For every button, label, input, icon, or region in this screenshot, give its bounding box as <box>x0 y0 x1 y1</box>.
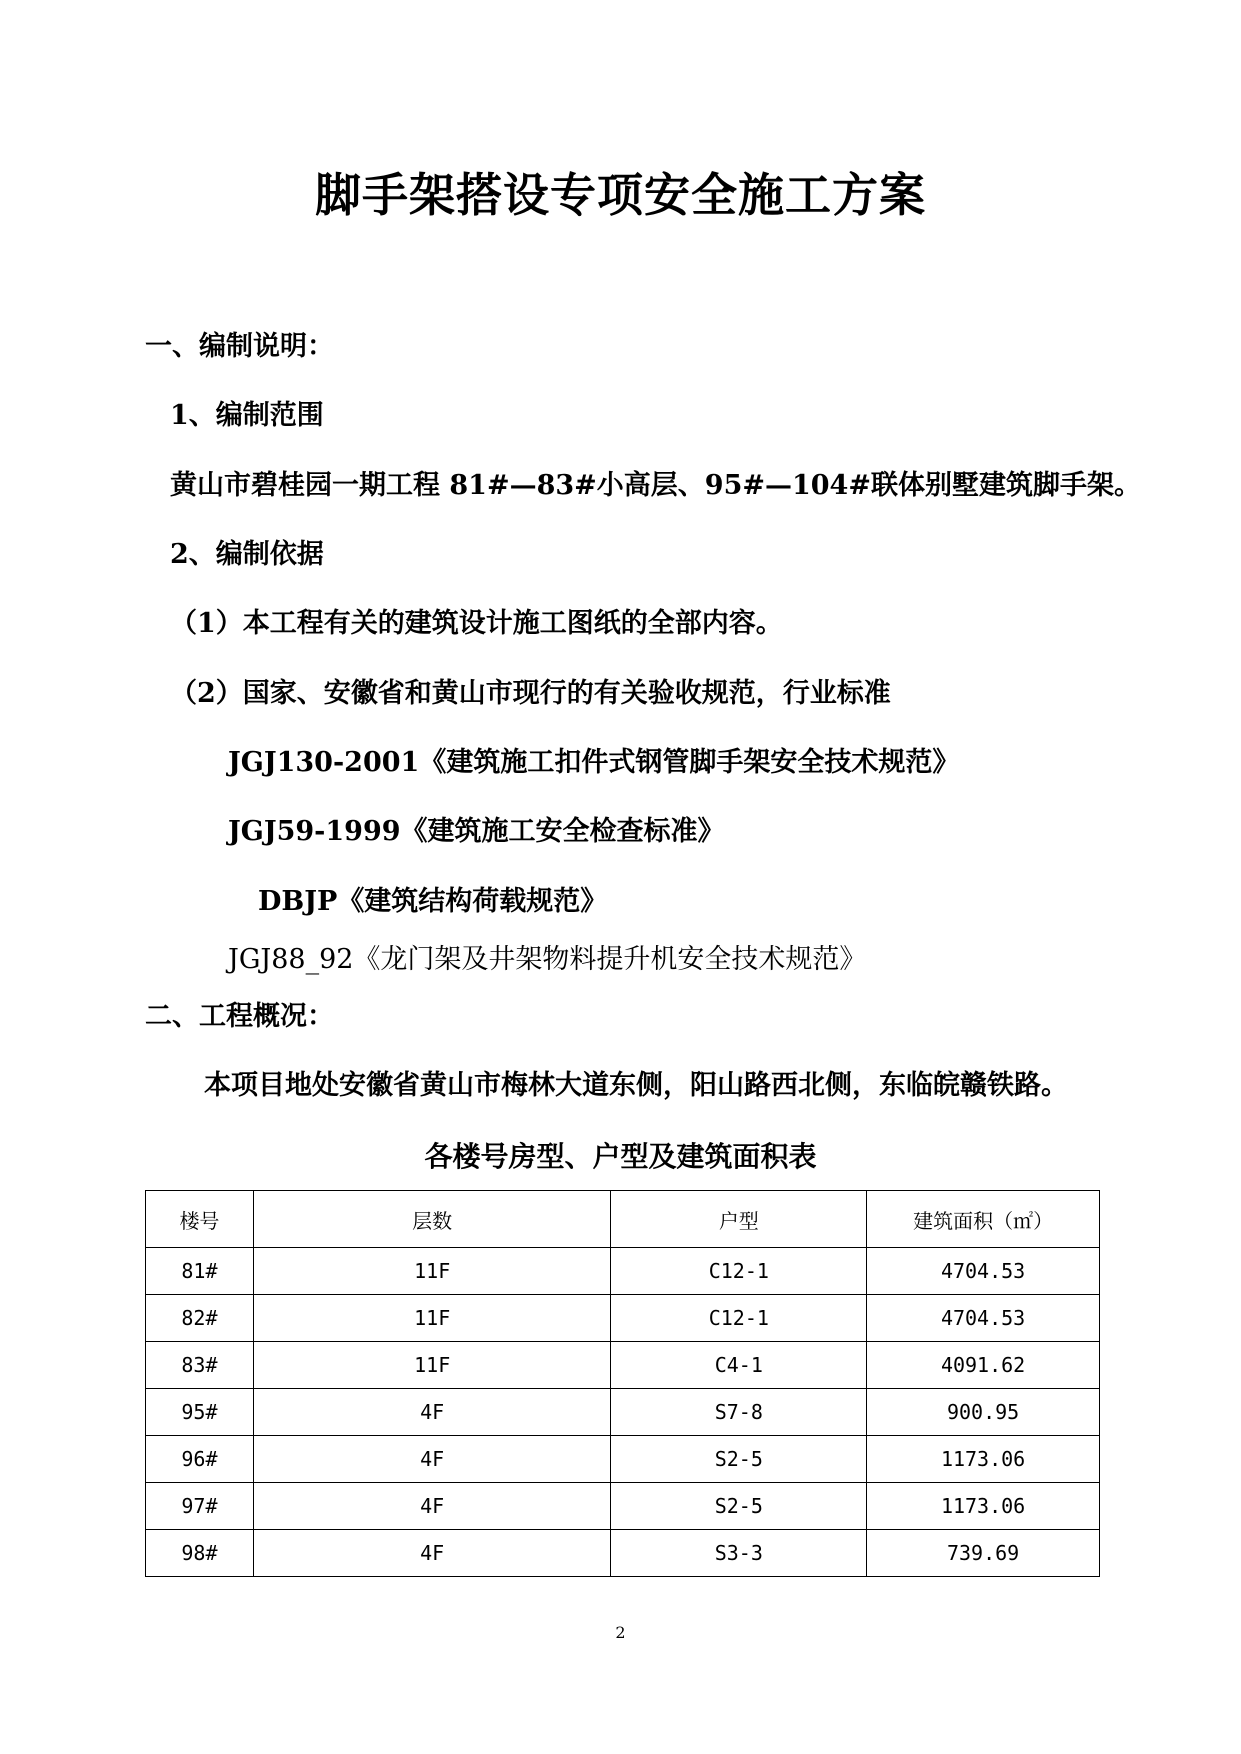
cell-floors: 4F <box>253 1483 611 1530</box>
cell-building-no: 96# <box>146 1436 254 1483</box>
cell-building-no: 81# <box>146 1248 254 1295</box>
table-row <box>146 1436 1100 1483</box>
section-1-1-heading: 1、编制范围 <box>170 400 324 431</box>
cell-floor-area: 4091.62 <box>867 1342 1100 1389</box>
section-1-2-item-2: （2）国家、安徽省和黄山市现行的有关验收规范，行业标准 <box>170 678 891 709</box>
cell-unit-type: C12-1 <box>611 1248 867 1295</box>
table-row <box>146 1530 1100 1577</box>
header-floors: 层数 <box>253 1191 611 1248</box>
cell-floors: 4F <box>253 1389 611 1436</box>
cell-building-no: 82# <box>146 1295 254 1342</box>
cell-floors: 11F <box>253 1248 611 1295</box>
cell-floor-area: 4704.53 <box>867 1295 1100 1342</box>
cell-unit-type: S2-5 <box>611 1436 867 1483</box>
cell-building-no: 95# <box>146 1389 254 1436</box>
table-row <box>146 1342 1100 1389</box>
cell-floor-area: 900.95 <box>867 1389 1100 1436</box>
building-area-table <box>145 1190 1100 1577</box>
table-row <box>146 1295 1100 1342</box>
cell-unit-type: C4-1 <box>611 1342 867 1389</box>
section-1-heading: 一、编制说明： <box>145 331 334 362</box>
section-1-1-text: 黄山市碧桂园一期工程 81#—83#小高层、95#—104#联体别墅建筑脚手架。 <box>170 470 1141 501</box>
cell-building-no: 83# <box>146 1342 254 1389</box>
cell-floor-area: 4704.53 <box>867 1248 1100 1295</box>
cell-floors: 4F <box>253 1530 611 1577</box>
cell-floors: 11F <box>253 1342 611 1389</box>
table-row <box>146 1389 1100 1436</box>
cell-floor-area: 1173.06 <box>867 1436 1100 1483</box>
standard-item: JGJ88_92《龙门架及井架物料提升机安全技术规范》 <box>228 944 867 975</box>
table-caption: 各楼号房型、户型及建筑面积表 <box>424 1140 817 1173</box>
section-1-2-item-1: （1）本工程有关的建筑设计施工图纸的全部内容。 <box>170 608 783 639</box>
table-row <box>146 1483 1100 1530</box>
document-title: 脚手架搭设专项安全施工方案 <box>315 168 926 222</box>
header-building-no: 楼号 <box>146 1191 254 1248</box>
cell-floors: 4F <box>253 1436 611 1483</box>
cell-unit-type: S3-3 <box>611 1530 867 1577</box>
section-1-2-heading: 2、编制依据 <box>170 539 324 570</box>
header-unit-type: 户型 <box>611 1191 867 1248</box>
cell-building-no: 97# <box>146 1483 254 1530</box>
cell-floor-area: 1173.06 <box>867 1483 1100 1530</box>
cell-unit-type: S7-8 <box>611 1389 867 1436</box>
standard-item: DBJP《建筑结构荷载规范》 <box>258 886 608 917</box>
cell-floor-area: 739.69 <box>867 1530 1100 1577</box>
standard-item: JGJ59-1999《建筑施工安全检查标准》 <box>228 816 725 847</box>
standard-item: JGJ130-2001《建筑施工扣件式钢管脚手架安全技术规范》 <box>228 747 960 778</box>
table-row <box>146 1248 1100 1295</box>
page-number: 2 <box>615 1623 626 1642</box>
cell-unit-type: S2-5 <box>611 1483 867 1530</box>
header-floor-area: 建筑面积（㎡） <box>867 1191 1100 1248</box>
section-2-text: 本项目地处安徽省黄山市梅林大道东侧，阳山路西北侧，东临皖赣铁路。 <box>204 1070 1068 1101</box>
section-2-heading: 二、工程概况： <box>145 1001 334 1032</box>
cell-floors: 11F <box>253 1295 611 1342</box>
table-header-row <box>146 1191 1100 1248</box>
cell-building-no: 98# <box>146 1530 254 1577</box>
cell-unit-type: C12-1 <box>611 1295 867 1342</box>
